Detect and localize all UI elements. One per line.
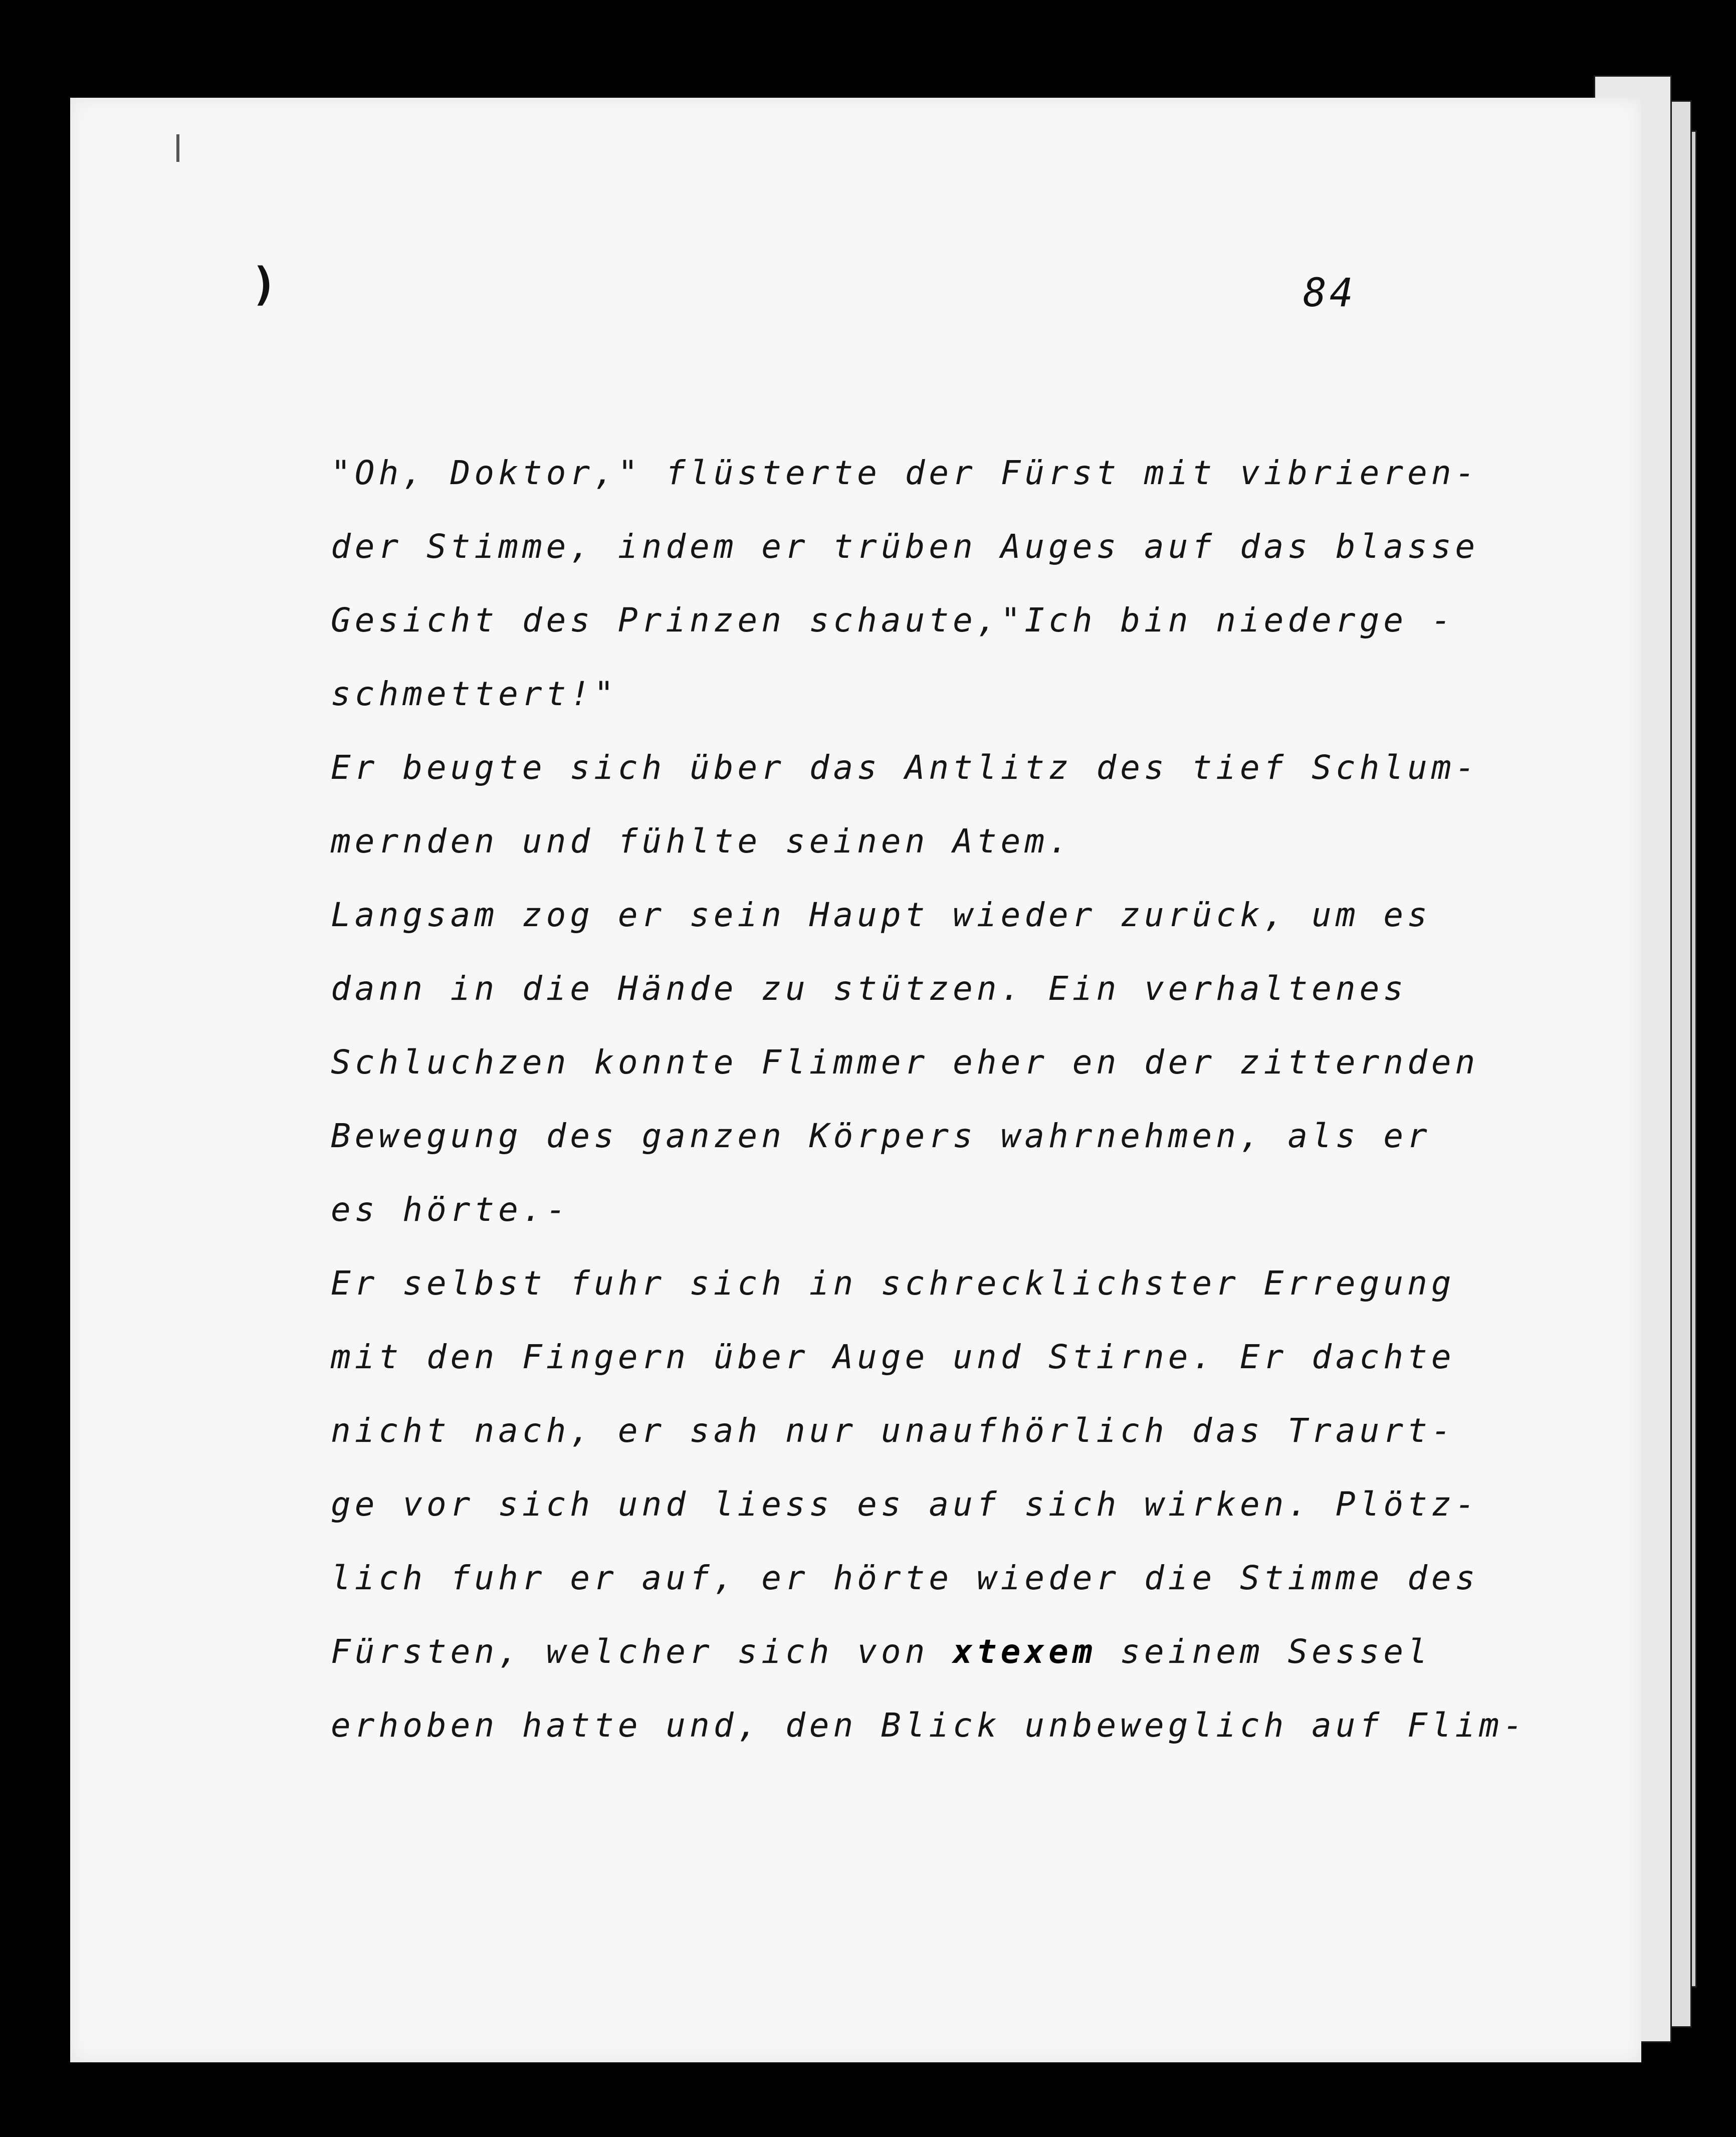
- text-line: Gesicht des Prinzen schaute,"Ich bin niederge -: [331, 601, 1455, 639]
- text-line: der Stimme, indem er trüben Auges auf das blasse: [331, 527, 1479, 566]
- text-line: nicht nach, er sah nur unaufhörlich das Traurt-: [331, 1411, 1455, 1450]
- text-line: mernden und fühlte seinen Atem.: [331, 822, 1072, 861]
- text-line: mit den Fingern über Auge und Stirne. Er dachte: [331, 1338, 1455, 1376]
- text-line: "Oh, Doktor," flüsterte der Fürst mit vibrieren-: [331, 454, 1479, 492]
- text-line: Er beugte sich über das Antlitz des tief Schlum-: [331, 748, 1479, 787]
- text-line: ge vor sich und liess es auf sich wirken. Plötz-: [331, 1485, 1479, 1524]
- margin-mark: ): [251, 258, 278, 311]
- text-line: Schluchzen konnte Flimmer eher en der zitternden: [331, 1043, 1479, 1082]
- text-line: schmettert!": [331, 675, 618, 713]
- text-line: erhoben hatte und, den Blick unbeweglich auf Flim-: [331, 1706, 1527, 1745]
- text-line: Er selbst fuhr sich in schrecklichster Erregung: [331, 1264, 1455, 1303]
- text-line-tail: seinem Sessel: [1096, 1632, 1431, 1671]
- page-number: 84: [1303, 271, 1356, 316]
- text-line: Bewegung des ganzen Körpers wahrnehmen, als er: [331, 1117, 1431, 1155]
- text-line: Langsam zog er sein Haupt wieder zurück, um es: [331, 896, 1431, 934]
- struck-out-word: xtexem: [953, 1632, 1097, 1671]
- body-text: [331, 436, 1527, 1762]
- text-line: [331, 1615, 1513, 1688]
- text-line: lich fuhr er auf, er hörte wieder die Stimme des: [331, 1559, 1479, 1597]
- text-line: dann in die Hände zu stützen. Ein verhaltenes: [331, 969, 1408, 1008]
- text-line-head: Fürsten, welcher sich von: [331, 1632, 929, 1671]
- text-line: es hörte.-: [331, 1190, 570, 1229]
- margin-tick-mark: [176, 134, 179, 162]
